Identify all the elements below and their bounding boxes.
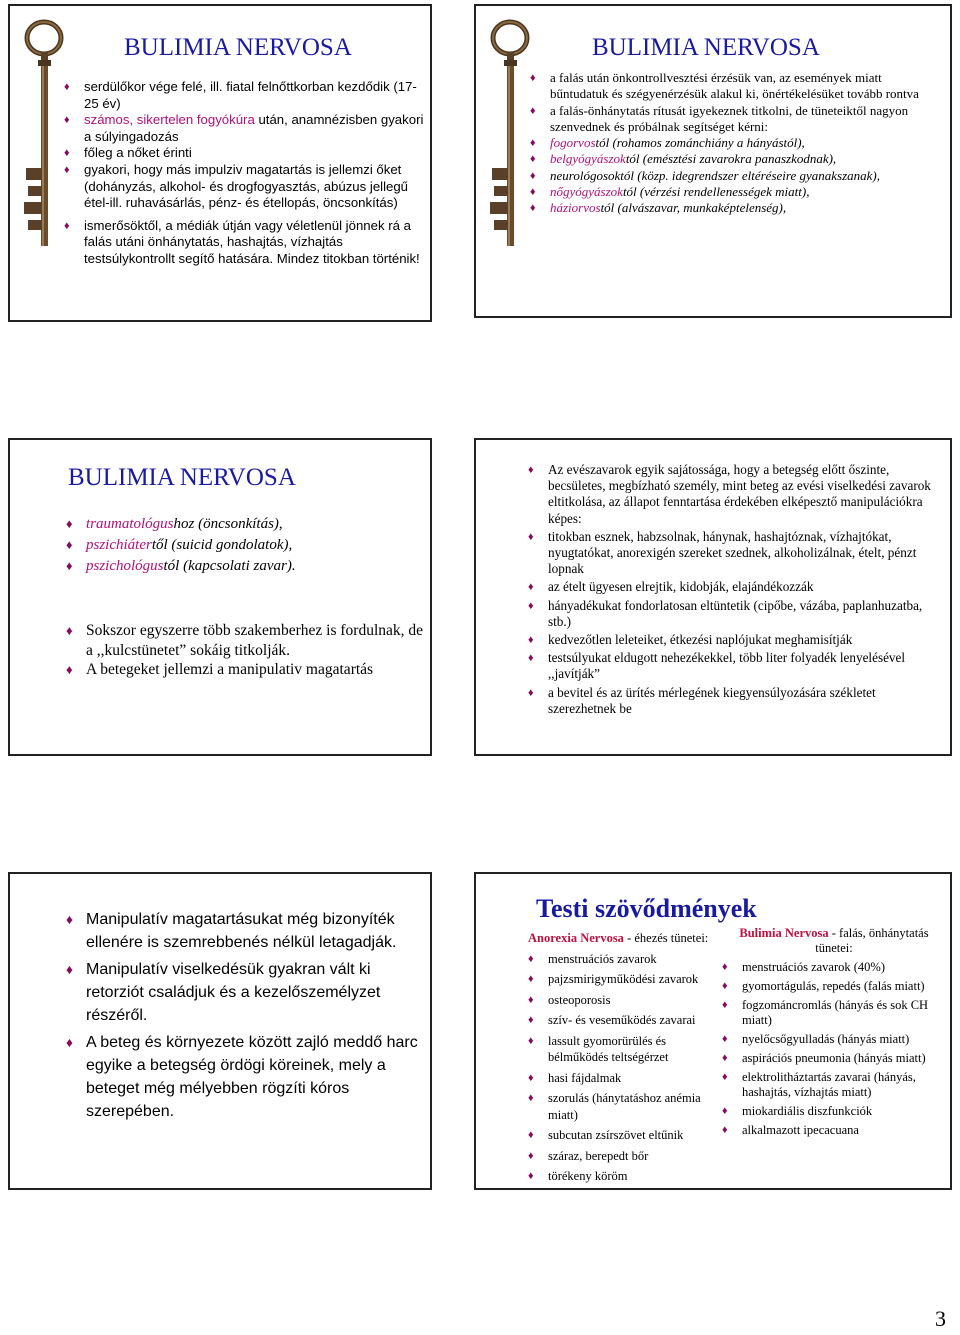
bullet: ♦ ismerősöktől, a médiák útján vagy véletlenül jönnek rá a falás utáni önhánytatás, hashajtás, vízhajtás testsúlykontrollt segítő hatására. Mindez titokban történik! (64, 218, 426, 268)
list-item: ♦ hasi fájdalmak (528, 1070, 718, 1087)
key-icon (22, 18, 66, 250)
bullet: ♦ háziorvostól (alvászavar, munkaképtelenség), (530, 200, 940, 216)
bullet: ♦ hányadékukat fondorlatosan eltüntetik (cipőbe, vázába, paplanhuzatba, stb.) (528, 598, 942, 630)
bulimia-heading: Bulimia Nervosa - falás, önhánytatás tünetei: (739, 926, 929, 955)
anorexia-heading: Anorexia Nervosa - éhezés tünetei: (528, 931, 709, 945)
slide-5 (8, 872, 432, 1190)
slide-1-bullets (64, 79, 426, 268)
list-item: ♦ aspirációs pneumonia (hányás miatt) (722, 1051, 946, 1066)
bullet: ♦ Manipulatív viselkedésük gyakran vált ki retorziót családjuk és a kezelőszemélyzet részéről. (66, 958, 422, 1027)
list-item: ♦ subcutan zsírszövet eltűnik (528, 1127, 718, 1144)
anorexia-column (528, 930, 718, 1185)
slide-2 (474, 4, 952, 318)
slide-1-title: BULIMIA NERVOSA (124, 34, 352, 61)
bullet: ♦ pszichiátertől (suicid gondolatok), (66, 535, 426, 556)
anorexia-list (528, 951, 718, 1185)
slide-4 (474, 438, 952, 756)
bullet: ♦ neurológosoktól (közp. idegrendszer eltéréseire gyanakszanak), (530, 168, 940, 184)
slide-2-title: BULIMIA NERVOSA (592, 34, 820, 61)
bullet: ♦ nőgyógyászoktól (vérzési rendellenességek miatt), (530, 184, 940, 200)
list-item: ♦ osteoporosis (528, 992, 718, 1009)
key-icon (488, 18, 532, 250)
bullet: ♦ főleg a nőket érinti (64, 145, 426, 162)
page-number: 3 (935, 1306, 946, 1331)
bulimia-list (722, 960, 946, 1138)
slide-2-bullets (530, 70, 940, 217)
bullet: ♦ kedvezőtlen leleteiket, étkezési naplójukat meghamisítják (528, 632, 942, 648)
bullet: ♦ pszichológustól (kapcsolati zavar). (66, 556, 426, 577)
slide-4-bullets (528, 462, 942, 717)
list-item: ♦ fogzománcromlás (hányás és sok CH miatt) (722, 998, 946, 1028)
slide-3 (8, 438, 432, 756)
bullet: ♦ A beteg és környezete között zajló meddő harc egyike a betegség ördögi köreinek, mely a beteget még mélyebben rögzíti kóros szerepében. (66, 1031, 422, 1123)
slide-3-bullets-specialists (66, 514, 426, 577)
list-item: ♦ nyelőcsőgyulladás (hányás miatt) (722, 1032, 946, 1047)
list-item: ♦ menstruációs zavarok (40%) (722, 960, 946, 975)
list-item: ♦ szív- és veseműködés zavarai (528, 1012, 718, 1029)
bullet: ♦ gyakori, hogy más impulziv magatartás is jellemzi őket (dohányzás, alkohol- és drogfogyasztás, abúzus jellegű étel-ill. ruhavásárlás, pénz- és étellopás, öncsonkítás) (64, 162, 426, 212)
slide-6 (474, 872, 952, 1190)
slide-5-bullets (66, 908, 422, 1123)
bullet: ♦ a falás-önhánytatás rítusát igyekeznek titkolni, de tüneteiktől nagyon szenvednek és próbálnak segítséget kérni: (530, 103, 940, 136)
slide-1 (8, 4, 432, 322)
list-item: ♦ törékeny köröm (528, 1168, 718, 1185)
slide-3-title: BULIMIA NERVOSA (68, 464, 296, 491)
bullet: ♦ serdülőkor vége felé, ill. fiatal felnőttkorban kezdődik (17-25 év) (64, 79, 426, 112)
bullet: ♦ Az evészavarok egyik sajátossága, hogy a betegség előtt őszinte, becsületes, megbízható személy, mint beteg az evési viselkedési zavarok eltitkolása, az állapot fenntartása érdekében elképesztő manipulációkra képes: (528, 462, 942, 527)
bullet: ♦ Sokszor egyszerre több szakemberhez is fordulnak, de a ,,kulcstünetet” sokáig titkolják. (66, 621, 426, 660)
bullet: ♦ fogorvostól (rohamos zománchiány a hányástól), (530, 135, 940, 151)
list-item: ♦ alkalmazott ipecacuana (722, 1123, 946, 1138)
bullet: ♦ traumatológushoz (öncsonkítás), (66, 514, 426, 535)
bullet: ♦ számos, sikertelen fogyókúra után, anamnézisben gyakori a súlyingadozás (64, 112, 426, 145)
bullet: ♦ Manipulatív magatartásukat még bizonyíték ellenére is szemrebbenés nélkül letagadják. (66, 908, 422, 954)
list-item: ♦ szorulás (hánytatáshoz anémia miatt) (528, 1090, 718, 1123)
bullet: ♦ az ételt ügyesen elrejtik, kidobják, elajándékozzák (528, 579, 942, 595)
list-item: ♦ miokardiális diszfunkciók (722, 1104, 946, 1119)
bullet: ♦ A betegeket jellemzi a manipulativ magatartás (66, 660, 426, 680)
list-item: ♦ száraz, berepedt bőr (528, 1148, 718, 1165)
bullet: ♦ titokban esznek, habzsolnak, hánynak, hashajtóznak, vízhajtókat, nyugtatókat, anorexigén szereket szednek, alkoholizálnak, ételt, pénzt lopnak (528, 529, 942, 578)
bullet: ♦ belgyógyászoktól (emésztési zavarokra panaszkodnak), (530, 151, 940, 167)
slide-6-title: Testi szövődmények (536, 894, 757, 923)
bullet: ♦ testsúlyukat eldugott nehezékekkel, több liter folyadék lenyelésével ,,javítják” (528, 650, 942, 682)
list-item: ♦ lassult gyomorürülés és bélműködés teltségérzet (528, 1033, 718, 1066)
bulimia-column (722, 926, 946, 1138)
bullet: ♦ a bevitel és az ürítés mérlegének kiegyensúlyozására székletet szerezhetnek be (528, 685, 942, 717)
list-item: ♦ gyomortágulás, repedés (falás miatt) (722, 979, 946, 994)
bullet: ♦ a falás után önkontrollvesztési érzésük van, az események miatt bűntudatuk és szégyenérzésük alakul ki, önértékelésüket tovább rontva (530, 70, 940, 103)
list-item: ♦ pajzsmirigyműködési zavarok (528, 971, 718, 988)
list-item: ♦ menstruációs zavarok (528, 951, 718, 968)
slide-3-bullets (66, 621, 426, 680)
list-item: ♦ elektrolitháztartás zavarai (hányás, hashajtás, vízhajtás miatt) (722, 1070, 946, 1100)
